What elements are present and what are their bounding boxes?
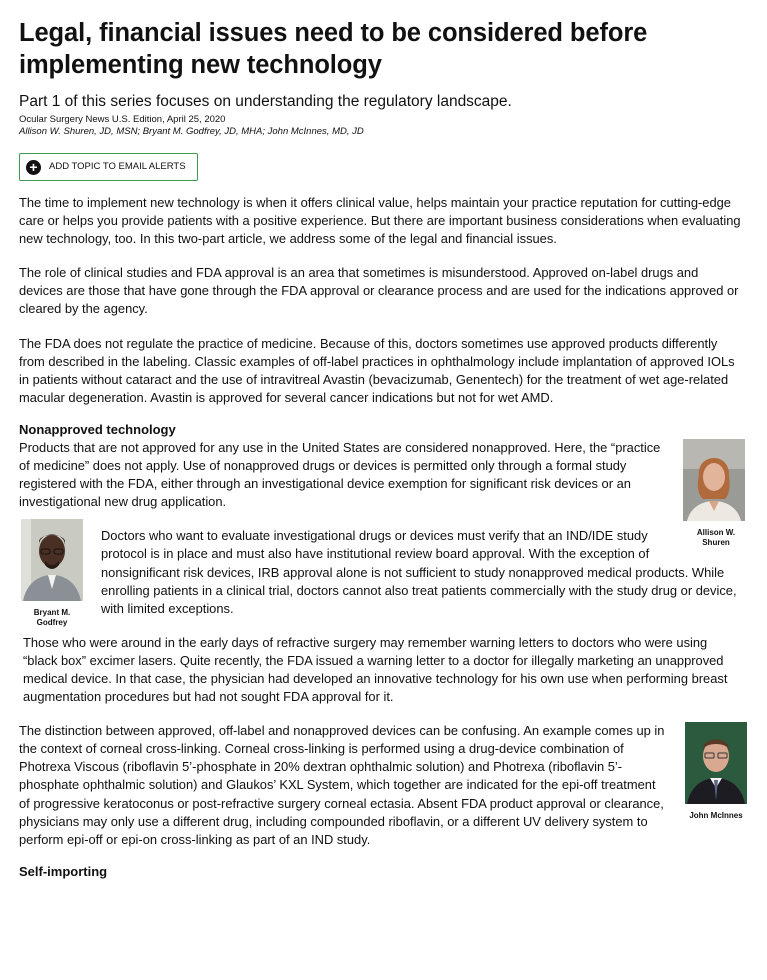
paragraph: Doctors who want to evaluate investigational drugs or devices must verify that an IND/IDE study protocol is in place and must also have institutional review board approval. With the exception of nonsignificant risk devices, IRB approval alone is not sufficient to study nonapproved medical products. While enrolling patients in a clinical trial, doctors cannot also treat patients commercially with the study drug or device, with limited exceptions.: [101, 528, 737, 616]
paragraph: Products that are not approved for any use in the United States are considered nonapproved. Here, the “practice of medicine” does not apply. Use of nonapproved drugs or devices is permitted only through a formal study registered with the FDA, either through an investigational device exemption for significant risk devices or an investigational new drug application.: [19, 439, 661, 510]
paragraph: Those who were around in the early days of refractive surgery may remember warning letters to doctors who were using “black box” excimer lasers. Quite recently, the FDA issued a warning letter to a doctor for illegally marketing an unapproved medical device. In that case, the physician had developed an innovative technology for his own use when performing breast augmentation procedures but had not sought FDA approval for it.: [23, 634, 728, 705]
paragraph: The FDA does not regulate the practice of medicine. Because of this, doctors sometimes use approved products differently from described in the labeling. Classic examples of off-label practices in ophthalmology include implantation of approved IOLs in patients without cataract and the use of intravitreal Avastin (bevacizumab, Genentech) for the treatment of wet age-related macular degeneration. Avastin is approved for several cancer indications but not for wet AMD.: [19, 335, 735, 405]
section-heading-self-importing: Self-importing: [19, 863, 108, 879]
portrait-image: [683, 439, 745, 521]
photo-caption: John McInnes: [689, 811, 743, 821]
article-authors: Allison W. Shuren, JD, MSN; Bryant M. Godfrey, JD, MHA; John McInnes, MD, JD: [19, 126, 364, 137]
paragraph: The time to implement new technology is when it offers clinical value, helps maintain your practice reputation for cutting-edge care or helps you provide patients with a positive experience. But there are important business considerations when evaluating new technology, too. In this two-part article, we address some of the legal and financial issues.: [19, 195, 741, 247]
article-title: Legal, financial issues need to be considered before implementing new technology: [19, 19, 648, 79]
portrait-image: [21, 519, 83, 601]
photo-caption: Bryant M. Godfrey: [33, 608, 71, 628]
article-source: Ocular Surgery News U.S. Edition, April 25, 2020: [19, 114, 226, 125]
author-photo-godfrey: [19, 519, 85, 628]
add-topic-email-alerts-button[interactable]: [19, 153, 198, 181]
paragraph: The distinction between approved, off-label and nonapproved devices can be confusing. An example comes up in the context of corneal cross-linking. Corneal cross-linking is performed using a drug-device combination of Photrexa Viscous (riboflavin 5’-phosphate in 20% dextran ophthalmic solution) and Photrexa (riboflavin 5’-phosphate ophthalmic solution) and Glaukos’ KXL System, which together are indicated for the epi-off treatment of progressive keratoconus or post-refractive surgery corneal ectasia. Absent FDA product approval or clearance, physicians may only use a different drug, including compounded riboflavin, or a different UV delivery system to perform epi-off or epi-on cross-linking as part of an IND study.: [19, 723, 665, 847]
alert-button-label: ADD TOPIC TO EMAIL ALERTS: [49, 161, 186, 172]
author-photo-shuren: [683, 439, 749, 548]
author-photo-mcinnes: [683, 722, 749, 821]
section-heading-nonapproved: Nonapproved technology: [19, 421, 176, 437]
paragraph: The role of clinical studies and FDA approval is an area that sometimes is misunderstood. Approved on-label drugs and devices are those that have gone through the FDA approval or clearance process and are used for the indications approved or cleared by the agency.: [19, 265, 739, 317]
photo-caption: Allison W. Shuren: [696, 527, 736, 547]
portrait-image: [685, 722, 747, 804]
plus-circle-icon: +: [26, 160, 41, 175]
article-subtitle: Part 1 of this series focuses on understanding the regulatory landscape.: [19, 93, 512, 110]
